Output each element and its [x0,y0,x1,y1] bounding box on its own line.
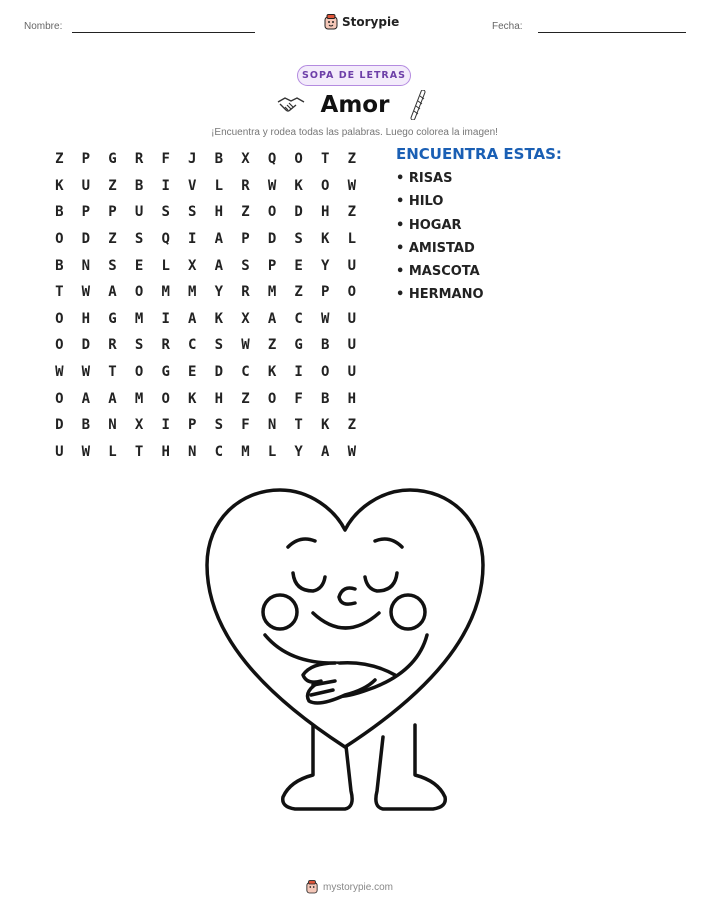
grid-letter[interactable]: B [55,204,64,221]
grid-letter[interactable]: D [294,204,303,221]
handshake-icon [276,94,306,116]
grid-letter[interactable]: L [214,177,224,194]
grid-letter[interactable]: R [108,337,117,354]
footer-url[interactable]: mystorypie.com [323,881,394,893]
footer [306,880,393,894]
storypie-logo [324,14,399,30]
grid-letter[interactable]: W [55,364,64,381]
word-item: • HILO [396,194,484,217]
grid-letter[interactable]: B [81,417,91,434]
grid-letter[interactable]: B [321,390,330,407]
grid-letter[interactable]: O [347,284,357,301]
grid-letter[interactable]: G [108,151,117,168]
grid-row [46,173,366,200]
grid-letter[interactable]: I [188,231,197,248]
grid-letter[interactable]: D [214,364,224,381]
word-item: • AMISTAD [396,241,484,264]
grid-letter[interactable]: O [161,390,170,407]
grid-letter[interactable]: L [161,257,170,274]
grid-letter[interactable]: Y [294,443,303,460]
grid-letter[interactable]: Y [321,257,330,274]
grid-letter[interactable]: L [267,443,277,460]
rope-icon [408,90,428,120]
grid-letter[interactable]: C [214,443,224,460]
heart-character-illustration[interactable] [195,485,495,830]
grid-letter[interactable]: K [321,231,330,248]
grid-letter[interactable]: O [134,364,144,381]
grid-letter[interactable]: U [134,204,144,221]
grid-letter[interactable]: A [321,443,330,460]
grid-letter[interactable]: T [321,151,330,168]
grid-letter[interactable]: A [81,390,91,407]
grid-letter[interactable]: K [321,417,330,434]
grid-letter[interactable]: X [241,310,250,327]
grid-letter[interactable]: Z [347,204,357,221]
grid-letter[interactable]: C [241,364,250,381]
grid-letter[interactable]: Z [347,151,357,168]
grid-letter[interactable]: S [294,231,303,248]
page-title: Amor [320,92,390,118]
grid-letter[interactable]: K [214,310,224,327]
grid-row [46,146,366,173]
grid-letter[interactable]: S [134,231,144,248]
grid-letter[interactable]: S [188,204,197,221]
grid-letter[interactable]: M [188,284,197,301]
grid-letter[interactable]: A [188,310,197,327]
grid-letter[interactable]: D [267,231,277,248]
grid-letter[interactable]: P [321,284,330,301]
grid-letter[interactable]: T [55,284,64,301]
grid-letter[interactable]: P [81,151,91,168]
grid-letter[interactable]: Q [267,151,277,168]
grid-letter[interactable]: I [161,177,170,194]
grid-letter[interactable]: K [294,177,303,194]
grid-letter[interactable]: R [241,284,250,301]
grid-letter[interactable]: R [161,337,170,354]
grid-row [46,385,366,412]
grid-letter[interactable]: K [267,364,277,381]
grid-letter[interactable]: C [188,337,197,354]
grid-letter[interactable]: P [188,417,197,434]
grid-letter[interactable]: U [347,310,357,327]
grid-letter[interactable]: O [321,177,330,194]
grid-row [46,412,366,439]
grid-letter[interactable]: I [161,310,170,327]
storypie-logo-icon [306,880,318,894]
grid-letter[interactable]: H [81,310,91,327]
grid-letter[interactable]: M [134,390,144,407]
grid-letter[interactable]: A [214,257,224,274]
date-label: Fecha: [492,21,523,32]
grid-letter[interactable]: J [188,151,197,168]
grid-letter[interactable]: A [108,284,117,301]
grid-row [46,359,366,386]
grid-letter[interactable]: R [241,177,250,194]
grid-letter[interactable]: C [294,310,303,327]
grid-letter[interactable]: M [267,284,277,301]
grid-letter[interactable]: M [161,284,170,301]
grid-letter[interactable]: B [214,151,224,168]
grid-letter[interactable]: O [55,337,64,354]
grid-letter[interactable]: H [321,204,330,221]
grid-letter[interactable]: G [108,310,117,327]
grid-letter[interactable]: E [134,257,144,274]
grid-letter[interactable]: P [81,204,91,221]
grid-letter[interactable]: W [321,310,330,327]
grid-letter[interactable]: W [81,364,91,381]
grid-letter[interactable]: O [55,310,64,327]
grid-letter[interactable]: S [214,337,224,354]
grid-letter[interactable]: F [294,390,303,407]
grid-letter[interactable]: H [347,390,357,407]
grid-letter[interactable]: O [321,364,330,381]
grid-letter[interactable]: Z [294,284,303,301]
instructions: ¡Encuentra y rodea todas las palabras. Luego colorea la imagen! [211,127,498,138]
grid-letter[interactable]: A [214,231,224,248]
grid-letter[interactable]: H [161,443,170,460]
grid-letter[interactable]: P [267,257,277,274]
grid-letter[interactable]: W [347,177,357,194]
grid-letter[interactable]: W [267,177,277,194]
date-line[interactable] [538,32,686,33]
grid-letter[interactable]: F [161,151,170,168]
grid-letter[interactable]: E [188,364,197,381]
grid-letter[interactable]: Z [347,417,357,434]
grid-letter[interactable]: I [294,364,303,381]
grid-letter[interactable]: X [241,151,250,168]
grid-letter[interactable]: S [134,337,144,354]
grid-letter[interactable]: O [267,204,277,221]
grid-letter[interactable]: M [241,443,250,460]
grid-row [46,332,366,359]
grid-letter[interactable]: N [81,257,91,274]
grid-letter[interactable]: K [188,390,197,407]
grid-row [46,226,366,253]
grid-letter[interactable]: U [55,443,64,460]
grid-letter[interactable]: Z [241,204,250,221]
grid-letter[interactable]: R [134,151,144,168]
grid-letter[interactable]: U [347,257,357,274]
grid-letter[interactable]: H [214,204,224,221]
grid-letter[interactable]: B [134,177,144,194]
grid-letter[interactable]: D [81,337,91,354]
grid-letter[interactable]: N [188,443,197,460]
grid-letter[interactable]: O [294,151,303,168]
grid-letter[interactable]: W [81,443,91,460]
word-item: • HOGAR [396,218,484,241]
grid-letter[interactable]: T [108,364,117,381]
grid-letter[interactable]: O [267,390,277,407]
grid-letter[interactable]: W [347,443,357,460]
grid-row [46,439,366,466]
grid-letter[interactable]: X [188,257,197,274]
grid-letter[interactable]: U [347,337,357,354]
name-label: Nombre: [24,21,63,32]
grid-letter[interactable]: L [347,231,357,248]
grid-letter[interactable]: O [55,231,64,248]
grid-letter[interactable]: D [81,231,91,248]
grid-letter[interactable]: W [81,284,91,301]
grid-letter[interactable]: K [55,177,64,194]
grid-letter[interactable]: A [108,390,117,407]
grid-letter[interactable]: A [267,310,277,327]
word-list [396,171,484,311]
grid-letter[interactable]: X [134,417,144,434]
grid-letter[interactable]: H [214,390,224,407]
grid-row [46,199,366,226]
storypie-logo-icon [324,14,338,30]
grid-letter[interactable]: S [108,257,117,274]
brand-name: Storypie [342,15,400,29]
grid-letter[interactable]: V [188,177,197,194]
grid-letter[interactable]: W [241,337,250,354]
grid-letter[interactable]: Z [241,390,250,407]
grid-letter[interactable]: S [214,417,224,434]
grid-letter[interactable]: B [55,257,64,274]
grid-letter[interactable]: I [161,417,170,434]
grid-letter[interactable]: D [55,417,64,434]
grid-letter[interactable]: P [108,204,117,221]
word-item: • RISAS [396,171,484,194]
grid-letter[interactable]: Y [214,284,224,301]
grid-letter[interactable]: Z [55,151,64,168]
grid-letter[interactable]: O [55,390,64,407]
grid-letter[interactable]: Z [267,337,277,354]
activity-badge: SOPA DE LETRAS [297,65,411,86]
word-item: • MASCOTA [396,264,484,287]
grid-letter[interactable]: N [108,417,117,434]
grid-letter[interactable]: L [108,443,117,460]
grid-letter[interactable]: S [241,257,250,274]
name-line[interactable] [72,32,255,33]
grid-letter[interactable]: Z [108,231,117,248]
grid-letter[interactable]: U [347,364,357,381]
grid-letter[interactable]: T [294,417,303,434]
grid-row [46,279,366,306]
grid-letter[interactable]: T [134,443,144,460]
grid-letter[interactable]: U [81,177,91,194]
grid-letter[interactable]: N [267,417,277,434]
word-item: • HERMANO [396,287,484,310]
grid-letter[interactable]: G [294,337,303,354]
grid-row [46,306,366,333]
word-list-title: ENCUENTRA ESTAS: [396,145,562,163]
grid-row [46,252,366,279]
grid-letter[interactable]: G [161,364,170,381]
word-search-grid[interactable] [46,146,366,465]
grid-letter[interactable]: O [134,284,144,301]
grid-letter[interactable]: M [134,310,144,327]
grid-letter[interactable]: P [241,231,250,248]
grid-letter[interactable]: Z [108,177,117,194]
grid-letter[interactable]: F [241,417,250,434]
grid-letter[interactable]: B [321,337,330,354]
grid-letter[interactable]: Q [161,231,170,248]
grid-letter[interactable]: E [294,257,303,274]
grid-letter[interactable]: S [161,204,170,221]
